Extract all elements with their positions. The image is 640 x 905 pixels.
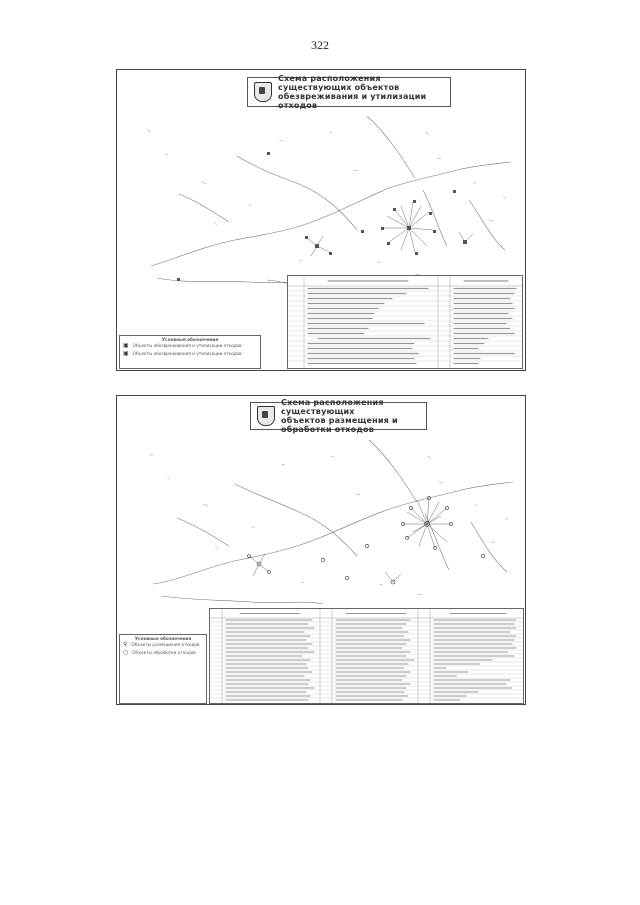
page-number: 322 bbox=[311, 38, 329, 52]
map-legend bbox=[119, 634, 207, 704]
legend-item bbox=[120, 350, 260, 358]
legend-item bbox=[120, 342, 260, 350]
map-title bbox=[250, 398, 427, 434]
coat-of-arms-icon bbox=[254, 82, 272, 102]
region-border bbox=[161, 596, 323, 604]
river-line bbox=[177, 518, 229, 546]
circle-marker-icon: ○ bbox=[123, 649, 129, 656]
location-pin-icon: ⚲ bbox=[123, 641, 128, 648]
object-marker bbox=[248, 496, 485, 584]
map-panel-disposal bbox=[116, 69, 526, 371]
map-title-line: объектов размещения и обработки отходов bbox=[281, 416, 398, 434]
river-line bbox=[423, 190, 447, 246]
map-title-line: обезвреживания и утилизации отходов bbox=[278, 92, 427, 110]
illegible-table-text bbox=[226, 614, 516, 701]
legend-item bbox=[120, 649, 206, 657]
objects-table bbox=[287, 275, 523, 369]
legend-item-label: Объекты размещения отходов bbox=[131, 642, 200, 647]
legend-title: Условные обозначения bbox=[161, 337, 219, 342]
river-line bbox=[369, 440, 417, 502]
leader-lines bbox=[249, 498, 451, 582]
map-title-line: Схема расположения существующих bbox=[281, 398, 384, 416]
legend-item bbox=[120, 641, 206, 649]
square-marker-icon: ▣ bbox=[123, 342, 129, 349]
map-panel-placement bbox=[116, 395, 526, 705]
table-row-lines bbox=[288, 291, 522, 361]
legend-title: Условные обозначения bbox=[134, 636, 192, 641]
map-legend bbox=[119, 335, 261, 369]
leader-lines bbox=[307, 202, 473, 256]
river-line bbox=[179, 194, 229, 222]
river-line bbox=[469, 200, 505, 250]
objects-table-grid bbox=[210, 609, 523, 703]
map-title-line: Схема расположения существующих объектов bbox=[278, 74, 400, 92]
river-line bbox=[367, 116, 415, 178]
region-border bbox=[151, 162, 511, 266]
legend-item-label: Объекты обезвреживания и утилизации отходов bbox=[132, 351, 242, 356]
square-marker-icon: ▣ bbox=[123, 350, 129, 357]
map-title bbox=[247, 74, 451, 110]
legend-item-label: Объекты обезвреживания и утилизации отходов bbox=[132, 343, 242, 348]
river-line bbox=[235, 484, 357, 556]
objects-table bbox=[209, 608, 524, 704]
objects-table-grid bbox=[288, 276, 522, 368]
coat-of-arms-icon bbox=[257, 406, 275, 426]
river-line bbox=[237, 156, 357, 230]
legend-item-label: Объекты обработки отходов bbox=[132, 650, 196, 655]
river-line bbox=[471, 522, 507, 572]
